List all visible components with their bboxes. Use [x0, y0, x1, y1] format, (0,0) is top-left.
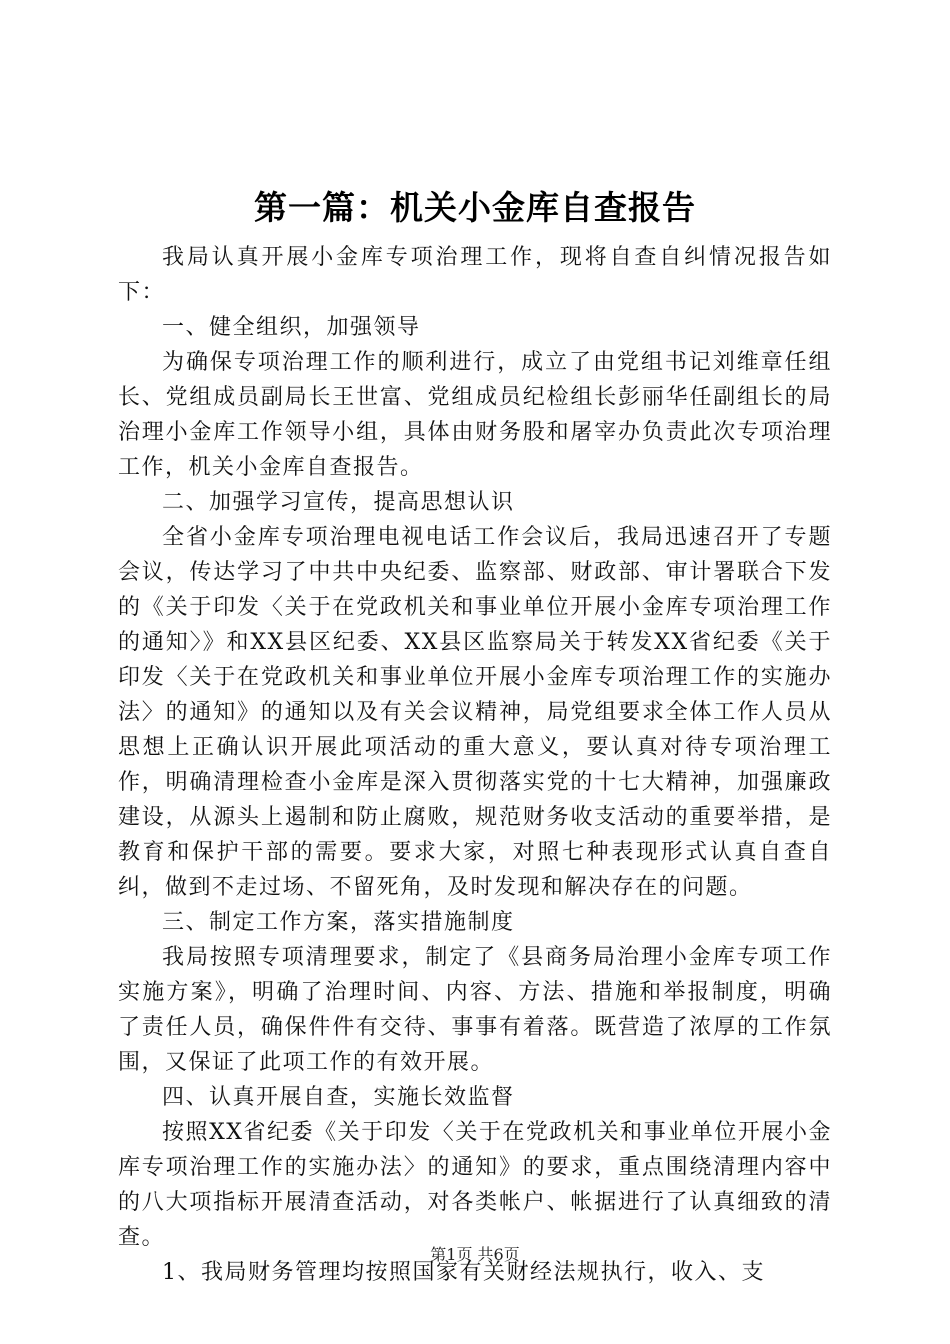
- numbered-item-1: 1、我局财务管理均按照国家有关财经法规执行，收入、支: [162, 1260, 765, 1285]
- section-heading-2: 二、加强学习宣传，提高思想认识: [162, 490, 515, 515]
- section-paragraph-2: 全省小金库专项治理电视电话工作会议后，我局迅速召开了专题会议，传达学习了中共中央纪委、监察部、财政部、审计署联合下发的《关于印发〈关于在党政机关和事业单位开展小金库专项治理工作的通知〉》和XX县区纪委、XX县区监察局关于转发XX省纪委《关于印发〈关于在党政机关和事业单位开展小金库专项治理工作的实施办法〉的通知》的通知以及有关会议精神，局党组要求全体工作人员从思想上正确认识开展此项活动的重大意义，要认真对待专项治理工作，明确清理检查小金库是深入贯彻落实党的十七大精神，加强廉政建设，从源头上遏制和防止腐败，规范财务收支活动的重要举措，是教育和保护干部的需要。要求大家，对照七种表现形式认真自查自纠，做到不走过场、不留死角，及时发现和解决存在的问题。: [118, 525, 832, 900]
- document-body: [118, 240, 832, 1290]
- section-heading-4: 四、认真开展自查，实施长效监督: [162, 1085, 515, 1110]
- section-heading-1: 一、健全组织，加强领导: [162, 315, 421, 340]
- section-paragraph-3: 我局按照专项清理要求，制定了《县商务局治理小金库专项工作实施方案》，明确了治理时间、内容、方法、措施和举报制度，明确了责任人员，确保件件有交待、事事有着落。既营造了浓厚的工作氛围，又保证了此项工作的有效开展。: [118, 945, 832, 1075]
- section-paragraph-4: 按照XX省纪委《关于印发〈关于在党政机关和事业单位开展小金库专项治理工作的实施办法〉的通知》的要求，重点围绕清理内容中的八大项指标开展清查活动，对各类帐户、帐据进行了认真细致的清查。: [118, 1120, 832, 1250]
- section-heading-3: 三、制定工作方案，落实措施制度: [162, 910, 515, 935]
- section-paragraph-1: 为确保专项治理工作的顺利进行，成立了由党组书记刘维章任组长、党组成员副局长王世富、党组成员纪检组长彭丽华任副组长的局治理小金库工作领导小组，具体由财务股和屠宰办负责此次专项治理工作，机关小金库自查报告。: [118, 350, 832, 480]
- intro-paragraph: 我局认真开展小金库专项治理工作，现将自查自纠情况报告如下：: [118, 245, 832, 305]
- page-number-footer: 第1页 共6页: [430, 1245, 520, 1264]
- document-title: 第一篇：机关小金库自查报告: [254, 188, 696, 227]
